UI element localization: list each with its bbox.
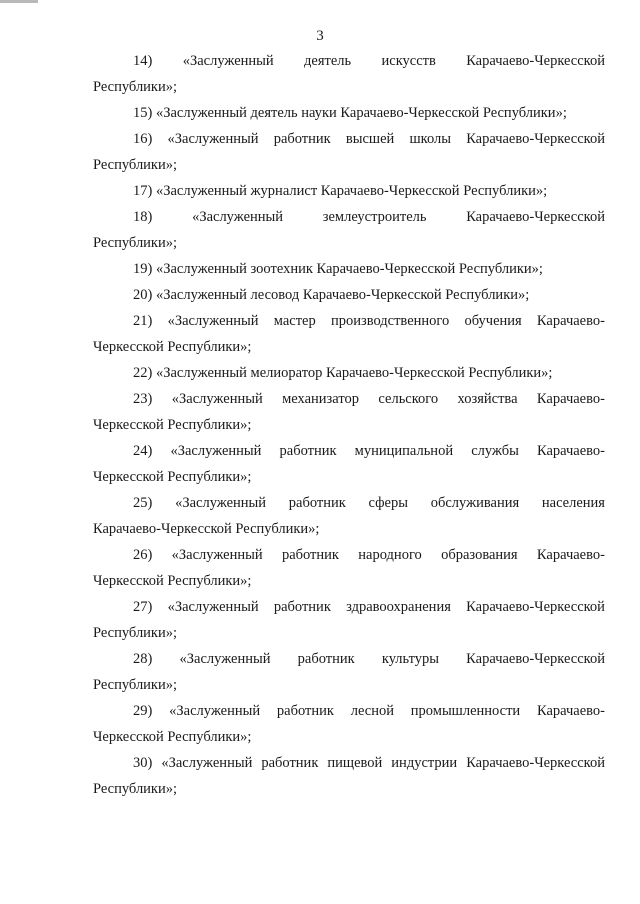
item-first-line [93, 308, 605, 334]
item-word: Карачаево-Черкесской [466, 131, 605, 147]
page-number: 3 [316, 28, 324, 44]
item-text: 19) «Заслуженный зоотехник Карачаево-Черкесской Республики»; [133, 261, 543, 277]
item-word: деятель [304, 53, 352, 69]
item-number: 28) [133, 651, 153, 667]
item-text: 17) «Заслуженный журналист Карачаево-Черкесской Республики»; [133, 183, 548, 199]
item-word: «Заслуженный [182, 53, 274, 69]
item-first-line [93, 438, 605, 464]
item-word: сферы [368, 495, 408, 511]
item-word: сельского [378, 391, 439, 407]
item-continuation: Республики»; [93, 677, 178, 693]
list-item [93, 542, 605, 594]
item-word: механизатор [282, 391, 359, 407]
item-first-line [93, 750, 605, 776]
item-word: промышленности [410, 703, 521, 719]
item-word: Карачаево-Черкесской [466, 209, 605, 225]
item-continuation: Черкесской Республики»; [93, 469, 252, 485]
item-first-line [93, 386, 605, 412]
item-number: 29) [133, 703, 153, 719]
list-item [93, 386, 605, 438]
item-first-line [93, 48, 605, 74]
item-continuation: Республики»; [93, 781, 178, 797]
item-continuation: Карачаево-Черкесской Республики»; [93, 521, 320, 537]
item-word: «Заслуженный [169, 703, 261, 719]
item-word: Карачаево-Черкесской [466, 53, 605, 69]
item-word: «Заслуженный [171, 391, 263, 407]
item-word: школы [409, 131, 451, 147]
item-word: «Заслуженный [171, 547, 263, 563]
item-word: хозяйства [457, 391, 518, 407]
item-continuation: Черкесской Республики»; [93, 729, 252, 745]
item-word: Карачаево-Черкесской [466, 755, 605, 771]
item-word: производственного [330, 313, 450, 329]
item-word: службы [471, 443, 519, 459]
document-body [93, 48, 605, 802]
item-number: 24) [133, 443, 153, 459]
item-number: 16) [133, 131, 153, 147]
item-word: «Заслуженный [161, 755, 253, 771]
item-word: муниципальной [354, 443, 454, 459]
item-word: работник [261, 755, 319, 771]
item-word: искусств [381, 53, 436, 69]
item-word: обслуживания [430, 495, 520, 511]
item-word: «Заслуженный [167, 313, 259, 329]
item-word: индустрии [391, 755, 458, 771]
item-first-line [93, 698, 605, 724]
item-word: Карачаево- [536, 703, 605, 719]
item-text: 15) «Заслуженный деятель науки Карачаево-Черкесской Республики»; [133, 105, 567, 121]
list-item [93, 204, 605, 256]
corner-mark [0, 0, 38, 3]
item-word: культуры [381, 651, 439, 667]
item-word: работник [273, 131, 331, 147]
item-continuation: Республики»; [93, 157, 178, 173]
item-word: лесной [350, 703, 394, 719]
item-word: работник [279, 443, 337, 459]
item-word: «Заслуженный [192, 209, 284, 225]
list-item [93, 100, 605, 126]
item-word: Карачаево- [536, 313, 605, 329]
list-item [93, 308, 605, 360]
list-item [93, 48, 605, 100]
item-first-line [93, 490, 605, 516]
item-word: мастер [273, 313, 316, 329]
item-number: 27) [133, 599, 153, 615]
item-word: работник [281, 547, 339, 563]
item-text: 20) «Заслуженный лесовод Карачаево-Черкесской Республики»; [133, 287, 530, 303]
item-word: Карачаево-Черкесской [466, 651, 605, 667]
item-word: землеустроитель [322, 209, 427, 225]
item-continuation: Республики»; [93, 235, 178, 251]
item-first-line [93, 204, 605, 230]
item-word: работник [276, 703, 334, 719]
item-word: «Заслуженный [179, 651, 271, 667]
item-number: 25) [133, 495, 153, 511]
item-word: высшей [345, 131, 395, 147]
item-continuation: Республики»; [93, 625, 178, 641]
list-item [93, 126, 605, 178]
item-word: «Заслуженный [167, 131, 259, 147]
item-word: Карачаево- [536, 391, 605, 407]
list-item [93, 750, 605, 802]
item-word: работник [297, 651, 355, 667]
item-number: 23) [133, 391, 153, 407]
item-word: пищевой [327, 755, 383, 771]
item-word: работник [288, 495, 346, 511]
item-number: 14) [133, 53, 153, 69]
item-number: 26) [133, 547, 153, 563]
item-word: «Заслуженный [167, 599, 259, 615]
list-item [93, 594, 605, 646]
list-item [93, 490, 605, 542]
item-continuation: Республики»; [93, 79, 178, 95]
item-number: 21) [133, 313, 153, 329]
item-number: 30) [133, 755, 153, 771]
item-number: 18) [133, 209, 153, 225]
item-continuation: Черкесской Республики»; [93, 417, 252, 433]
item-word: народного [358, 547, 422, 563]
item-word: Карачаево- [536, 547, 605, 563]
item-first-line [93, 126, 605, 152]
item-word: «Заслуженный [170, 443, 262, 459]
list-item [93, 178, 605, 204]
item-word: образования [441, 547, 518, 563]
item-word: Карачаево-Черкесской [466, 599, 605, 615]
item-word: здравоохранения [346, 599, 451, 615]
item-first-line [93, 646, 605, 672]
item-word: Карачаево- [536, 443, 605, 459]
item-first-line [93, 594, 605, 620]
item-word: работник [273, 599, 331, 615]
item-text: 22) «Заслуженный мелиоратор Карачаево-Черкесской Республики»; [133, 365, 553, 381]
item-continuation: Черкесской Республики»; [93, 339, 252, 355]
item-first-line [93, 542, 605, 568]
list-item [93, 360, 605, 386]
item-continuation: Черкесской Республики»; [93, 573, 252, 589]
list-item [93, 698, 605, 750]
item-word: населения [541, 495, 605, 511]
item-word: обучения [464, 313, 522, 329]
list-item [93, 256, 605, 282]
list-item [93, 646, 605, 698]
list-item [93, 438, 605, 490]
list-item [93, 282, 605, 308]
item-word: «Заслуженный [175, 495, 267, 511]
